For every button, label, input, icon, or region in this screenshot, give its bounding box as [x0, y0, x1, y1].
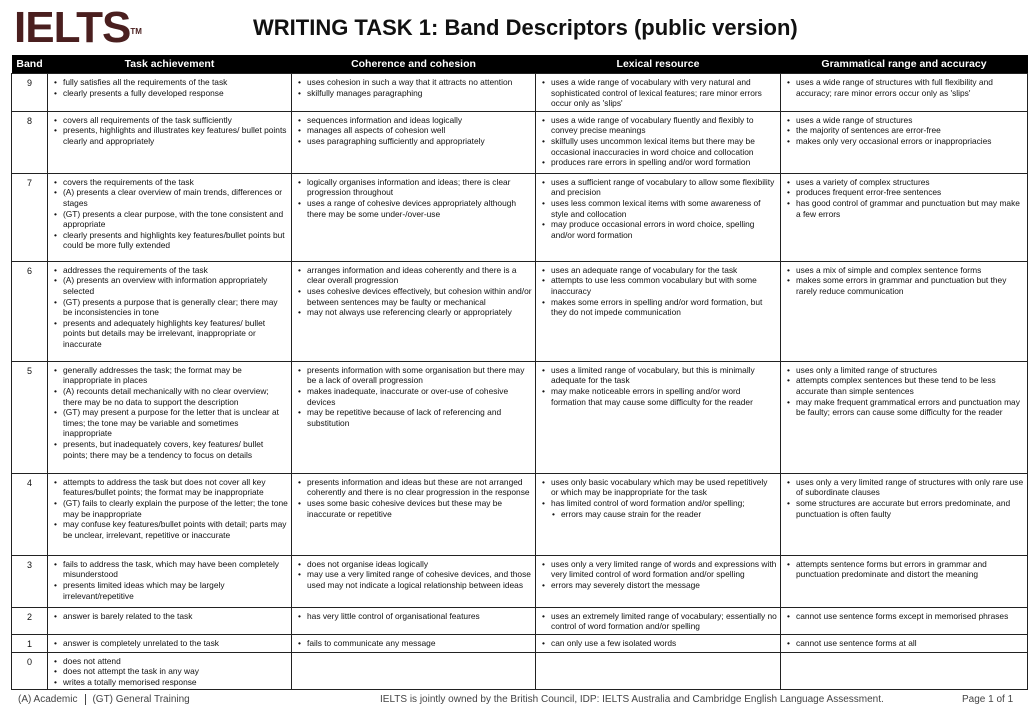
lexical-cell — [536, 361, 781, 473]
band-score: 6 — [12, 261, 48, 361]
descriptor-item: • makes some errors in grammar and punctuation but they rarely reduce communication — [796, 275, 1024, 296]
band-score: 5 — [12, 361, 48, 473]
lexical-cell — [536, 555, 781, 607]
descriptor-list — [784, 638, 1024, 649]
descriptor-list — [295, 265, 532, 318]
descriptor-item: • uses paragraphing sufficiently and appropriately — [307, 136, 532, 147]
band-score: 7 — [12, 173, 48, 261]
descriptor-item: • (A) presents a clear overview of main trends, differences or stages — [63, 187, 288, 208]
column-header-grammatical-range: Grammatical range and accuracy — [781, 55, 1028, 74]
descriptor-list — [539, 77, 777, 109]
descriptor-list — [295, 638, 532, 649]
coherence-cell — [292, 361, 536, 473]
grammar-cell — [781, 652, 1028, 690]
descriptor-item: • attempts sentence forms but errors in grammar and punctuation predominate and distort the meaning — [796, 559, 1024, 580]
descriptor-item: • presents, highlights and illustrates key features/ bullet points clearly and appropriately — [63, 125, 288, 146]
coherence-cell — [292, 652, 536, 690]
table-row — [12, 652, 1028, 690]
descriptor-item: • uses less common lexical items with some awareness of style and collocation — [551, 198, 777, 219]
descriptor-item: • uses some basic cohesive devices but these may be inaccurate or repetitive — [307, 498, 532, 519]
descriptor-item: • presents information and ideas but these are not arranged coherently and there is no clear progression in the response — [307, 477, 532, 498]
descriptor-list — [51, 265, 288, 350]
descriptor-list — [295, 611, 532, 622]
descriptor-item: • uses a wide range of structures with full flexibility and accuracy; rare minor errors occur only as 'slips' — [796, 77, 1024, 98]
trademark-mark: TM — [130, 27, 142, 36]
grammar-cell — [781, 361, 1028, 473]
descriptor-list — [539, 477, 777, 519]
descriptor-item: • attempts complex sentences but these tend to be less accurate than simple sentences — [796, 375, 1024, 396]
descriptor-list — [539, 265, 777, 318]
descriptor-item: • sequences information and ideas logically — [307, 115, 532, 126]
lexical-cell — [536, 473, 781, 555]
descriptor-item: • does not attempt the task in any way — [63, 666, 288, 677]
coherence-cell — [292, 607, 536, 634]
descriptor-item: • some structures are accurate but errors predominate, and punctuation is often faulty — [796, 498, 1024, 519]
grammar-cell — [781, 111, 1028, 173]
page-title: WRITING TASK 1: Band Descriptors (public version) — [253, 15, 798, 40]
column-header-coherence-cohesion: Coherence and cohesion — [292, 55, 536, 74]
task-cell — [48, 173, 292, 261]
descriptor-list — [784, 115, 1024, 147]
descriptor-item: • (GT) may present a purpose for the letter that is unclear at times; the tone may be variable and sometimes inappropriate — [63, 407, 288, 439]
descriptor-item: • fully satisfies all the requirements of the task — [63, 77, 288, 88]
descriptor-item: • (GT) presents a purpose that is generally clear; there may be inconsistencies in tone — [63, 297, 288, 318]
descriptor-item: • has very little control of organisational features — [307, 611, 532, 622]
descriptor-item: • uses a mix of simple and complex sentence forms — [796, 265, 1024, 276]
table-row — [12, 261, 1028, 361]
band-score: 3 — [12, 555, 48, 607]
grammar-cell — [781, 261, 1028, 361]
legend-general-training: (GT) General Training — [92, 694, 190, 706]
task-cell — [48, 111, 292, 173]
descriptor-list — [784, 365, 1024, 418]
descriptor-list — [295, 177, 532, 219]
descriptor-item: • (GT) fails to clearly explain the purpose of the letter; the tone may be inappropriate — [63, 498, 288, 519]
table-row — [12, 634, 1028, 652]
descriptor-list — [295, 115, 532, 147]
column-header-band: Band — [12, 55, 48, 74]
task-cell — [48, 634, 292, 652]
descriptor-item: • has good control of grammar and punctuation but may make a few errors — [796, 198, 1024, 219]
column-header-lexical-resource: Lexical resource — [536, 55, 781, 74]
descriptor-item: • uses only a limited range of structures — [796, 365, 1024, 376]
descriptor-item: • may confuse key features/bullet points with detail; parts may be unclear, irrelevant, repetitive or inaccurate — [63, 519, 288, 540]
band-score: 4 — [12, 473, 48, 555]
descriptor-list — [539, 611, 777, 632]
table-body — [12, 74, 1028, 690]
coherence-cell — [292, 111, 536, 173]
descriptor-list — [295, 559, 532, 591]
descriptor-item: • the majority of sentences are error-free — [796, 125, 1024, 136]
descriptor-item: • logically organises information and ideas; there is clear progression throughout — [307, 177, 532, 198]
footer-legend — [18, 694, 190, 705]
descriptor-item: • uses a wide range of structures — [796, 115, 1024, 126]
descriptor-list — [51, 177, 288, 251]
descriptor-list — [539, 115, 777, 168]
descriptor-item: • addresses the requirements of the task — [63, 265, 288, 276]
descriptor-item: • uses only basic vocabulary which may be used repetitively or which may be inappropriate for the task — [551, 477, 777, 498]
coherence-cell — [292, 634, 536, 652]
descriptor-item: • covers the requirements of the task — [63, 177, 288, 188]
descriptor-list — [539, 177, 777, 241]
descriptor-item: • produces rare errors in spelling and/or word formation — [551, 157, 777, 168]
descriptor-list — [784, 177, 1024, 219]
descriptor-item: • errors may severely distort the message — [551, 580, 777, 591]
legend-divider — [85, 694, 86, 705]
descriptor-item: • (A) recounts detail mechanically with no clear overview; there may be no data to support the description — [63, 386, 288, 407]
descriptor-item: • uses an adequate range of vocabulary for the task — [551, 265, 777, 276]
descriptor-item: • clearly presents and highlights key features/bullet points but could be more fully extended — [63, 230, 288, 251]
lexical-cell — [536, 74, 781, 112]
descriptor-list — [295, 477, 532, 519]
coherence-cell — [292, 261, 536, 361]
descriptor-list — [784, 265, 1024, 297]
descriptor-item: • (A) presents an overview with information appropriately selected — [63, 275, 288, 296]
descriptor-item: • has limited control of word formation and/or spelling; — [551, 498, 777, 509]
descriptor-item: • uses a wide range of vocabulary fluently and flexibly to convey precise meanings — [551, 115, 777, 136]
logo-text: IELTS — [14, 3, 131, 52]
descriptor-list — [784, 477, 1024, 519]
descriptor-item: • errors may cause strain for the reader — [561, 509, 777, 520]
descriptor-item: • manages all aspects of cohesion well — [307, 125, 532, 136]
descriptor-item: • covers all requirements of the task sufficiently — [63, 115, 288, 126]
header-row — [12, 55, 1028, 74]
descriptor-item: • uses a limited range of vocabulary, but this is minimally adequate for the task — [551, 365, 777, 386]
descriptor-item: • answer is barely related to the task — [63, 611, 288, 622]
descriptor-list — [51, 559, 288, 601]
descriptor-item: • can only use a few isolated words — [551, 638, 777, 649]
descriptor-item: • presents information with some organisation but there may be a lack of overall progression — [307, 365, 532, 386]
task-cell — [48, 652, 292, 690]
descriptor-list — [51, 477, 288, 541]
descriptor-item: • uses cohesive devices effectively, but cohesion within and/or between sentences may be faulty or mechanical — [307, 286, 532, 307]
descriptor-item: • makes some errors in spelling and/or word formation, but they do not impede communication — [551, 297, 777, 318]
descriptor-item: • uses a range of cohesive devices appropriately although there may be some under-/over-use — [307, 198, 532, 219]
band-score: 0 — [12, 652, 48, 690]
descriptor-item: • generally addresses the task; the format may be inappropriate in places — [63, 365, 288, 386]
descriptor-list — [51, 365, 288, 460]
descriptor-item: • writes a totally memorised response — [63, 677, 288, 688]
descriptor-item: • uses only a very limited range of structures with only rare use of subordinate clauses — [796, 477, 1024, 498]
descriptor-item: • uses a variety of complex structures — [796, 177, 1024, 188]
grammar-cell — [781, 473, 1028, 555]
task-cell — [48, 261, 292, 361]
descriptor-item: • may not always use referencing clearly or appropriately — [307, 307, 532, 318]
ownership-notice: IELTS is jointly owned by the British Council, IDP: IELTS Australia and Cambridge English Language Assessment. — [380, 694, 884, 705]
descriptor-list — [784, 611, 1024, 622]
band-score: 2 — [12, 607, 48, 634]
table-row — [12, 111, 1028, 173]
descriptor-list — [51, 611, 288, 622]
descriptor-list — [539, 638, 777, 649]
descriptor-item: • skilfully manages paragraphing — [307, 88, 532, 99]
lexical-cell — [536, 111, 781, 173]
grammar-cell — [781, 173, 1028, 261]
descriptor-item: • may use a very limited range of cohesive devices, and those used may not indicate a logical relationship between ideas — [307, 569, 532, 590]
descriptor-item: • uses an extremely limited range of vocabulary; essentially no control of word formation and/or spelling — [551, 611, 777, 632]
table-row — [12, 607, 1028, 634]
column-header-task-achievement: Task achievement — [48, 55, 292, 74]
table-row — [12, 555, 1028, 607]
task-cell — [48, 74, 292, 112]
grammar-cell — [781, 634, 1028, 652]
table-row — [12, 173, 1028, 261]
descriptor-item: • attempts to use less common vocabulary but with some inaccuracy — [551, 275, 777, 296]
descriptor-list — [784, 77, 1024, 98]
coherence-cell — [292, 173, 536, 261]
band-score: 8 — [12, 111, 48, 173]
descriptor-item: • cannot use sentence forms except in memorised phrases — [796, 611, 1024, 622]
task-cell — [48, 607, 292, 634]
lexical-cell — [536, 652, 781, 690]
band-score: 1 — [12, 634, 48, 652]
descriptor-list — [51, 115, 288, 147]
descriptor-item: • makes only very occasional errors or inappropriacies — [796, 136, 1024, 147]
descriptor-item: • skilfully uses uncommon lexical items but there may be occasional inaccuracies in word choice and collocation — [551, 136, 777, 157]
descriptor-item: • makes inadequate, inaccurate or over-use of cohesive devices — [307, 386, 532, 407]
descriptor-item: • may make noticeable errors in spelling and/or word formation that may cause some difficulty for the reader — [551, 386, 777, 407]
band-score: 9 — [12, 74, 48, 112]
coherence-cell — [292, 555, 536, 607]
descriptor-item: • presents, but inadequately covers, key features/ bullet points; there may be a tendency to focus on details — [63, 439, 288, 460]
lexical-cell — [536, 261, 781, 361]
task-cell — [48, 555, 292, 607]
descriptor-item: • may be repetitive because of lack of referencing and substitution — [307, 407, 532, 428]
grammar-cell — [781, 607, 1028, 634]
descriptor-item: • attempts to address the task but does not cover all key features/bullet points; the format may be inappropriate — [63, 477, 288, 498]
descriptor-list — [51, 638, 288, 649]
descriptor-list — [539, 559, 777, 591]
table-row — [12, 74, 1028, 112]
descriptor-list — [295, 365, 532, 429]
coherence-cell — [292, 473, 536, 555]
descriptor-item: • (GT) presents a clear purpose, with the tone consistent and appropriate — [63, 209, 288, 230]
descriptor-list — [51, 77, 288, 98]
descriptor-item: • may make frequent grammatical errors and punctuation may be faulty; errors can cause some difficulty for the reader — [796, 397, 1024, 418]
page-number: Page 1 of 1 — [962, 694, 1014, 705]
descriptor-item: • fails to address the task, which may have been completely misunderstood — [63, 559, 288, 580]
descriptor-item: • does not organise ideas logically — [307, 559, 532, 570]
grammar-cell — [781, 74, 1028, 112]
descriptor-list — [51, 656, 288, 688]
descriptor-item: • does not attend — [63, 656, 288, 667]
table-header — [12, 55, 1028, 74]
ielts-logo — [14, 3, 142, 52]
legend-academic: (A) Academic — [18, 694, 78, 706]
descriptor-item: • uses a wide range of vocabulary with very natural and sophisticated control of lexical features; rare minor errors occur only as 'slips' — [551, 77, 777, 109]
descriptor-list — [784, 559, 1024, 580]
table-row — [12, 361, 1028, 473]
descriptor-item: • uses cohesion in such a way that it attracts no attention — [307, 77, 532, 88]
descriptor-item: • presents and adequately highlights key features/ bullet points but details may be irrelevant, inappropriate or inaccurate — [63, 318, 288, 350]
descriptor-item: • fails to communicate any message — [307, 638, 532, 649]
coherence-cell — [292, 74, 536, 112]
descriptor-item: • presents limited ideas which may be largely irrelevant/repetitive — [63, 580, 288, 601]
descriptor-list — [539, 365, 777, 407]
descriptor-item: • arranges information and ideas coherently and there is a clear overall progression — [307, 265, 532, 286]
band-descriptors-table — [11, 55, 1028, 690]
descriptor-list — [295, 77, 532, 98]
lexical-cell — [536, 173, 781, 261]
descriptor-item: • uses a sufficient range of vocabulary to allow some flexibility and precision — [551, 177, 777, 198]
grammar-cell — [781, 555, 1028, 607]
task-cell — [48, 473, 292, 555]
descriptor-item: • cannot use sentence forms at all — [796, 638, 1024, 649]
lexical-cell — [536, 607, 781, 634]
descriptor-item: • clearly presents a fully developed response — [63, 88, 288, 99]
table-row — [12, 473, 1028, 555]
lexical-cell — [536, 634, 781, 652]
task-cell — [48, 361, 292, 473]
descriptor-item: • answer is completely unrelated to the task — [63, 638, 288, 649]
descriptor-item: • produces frequent error-free sentences — [796, 187, 1024, 198]
descriptor-item: • uses only a very limited range of words and expressions with very limited control of word formation and/or spelling — [551, 559, 777, 580]
descriptor-item: • may produce occasional errors in word choice, spelling and/or word formation — [551, 219, 777, 240]
